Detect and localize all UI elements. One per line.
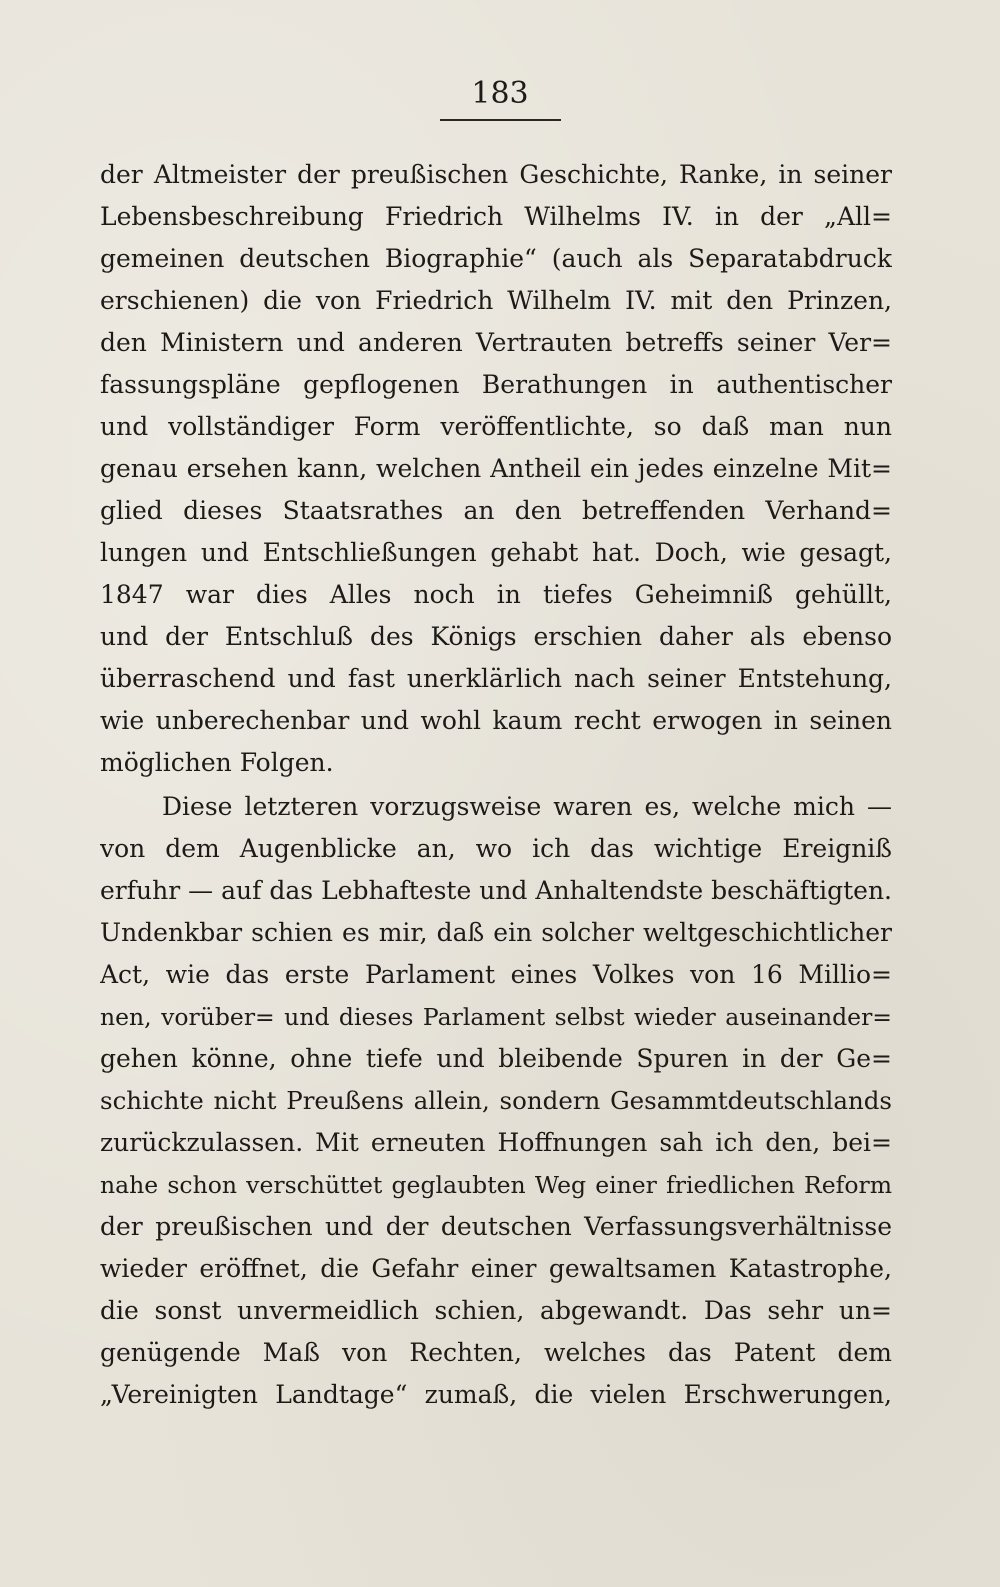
text-line: möglichen Folgen. [100,748,334,777]
text-line: Undenkbar schien es mir, daß ein solcher weltgeschichtlicher [100,918,892,947]
text-line: Act, wie das erste Parlament eines Volkes von 16 Millio= [100,960,892,989]
text-line: gehen könne, ohne tiefe und bleibende Spuren in der Ge= [100,1044,892,1073]
text-line: überraschend und fast unerklärlich nach seiner Entstehung, [100,664,892,693]
text-line: erschienen) die von Friedrich Wilhelm IV. mit den Prinzen, [100,286,892,315]
paragraph-1 [100,154,892,784]
text-line: gemeinen deutschen Biographie“ (auch als Separatabdruck [100,244,892,273]
text-line: der Altmeister der preußischen Geschichte, Ranke, in seiner [100,160,892,189]
text-line: erfuhr — auf das Lebhafteste und Anhaltendste beschäftigten. [100,876,892,905]
text-line: „Vereinigten Landtage“ zumaß, die vielen Erschwerungen, [100,1380,892,1409]
text-line: nahe schon verschüttet geglaubten Weg einer friedlichen Reform [100,1171,892,1199]
text-line: schichte nicht Preußens allein, sondern Gesammtdeutschlands [100,1086,892,1115]
text-line: wieder eröffnet, die Gefahr einer gewaltsamen Katastrophe, [100,1254,892,1283]
text-line: der preußischen und der deutschen Verfassungsverhältnisse [100,1212,892,1241]
header-rule [440,119,561,121]
paragraph-2 [100,786,892,1416]
text-line: den Ministern und anderen Vertrauten betreffs seiner Ver= [100,328,892,357]
text-line: genau ersehen kann, welchen Antheil ein jedes einzelne Mit= [100,454,892,483]
text-line: Lebensbeschreibung Friedrich Wilhelms IV. in der „All= [100,202,892,231]
text-line: nen, vorüber= und dieses Parlament selbst wieder auseinander= [100,1003,892,1031]
text-line: lungen und Entschließungen gehabt hat. Doch, wie gesagt, [100,538,892,567]
text-line: fassungspläne gepflogenen Berathungen in authentischer [100,370,892,399]
text-line: genügende Maß von Rechten, welches das Patent dem [100,1338,892,1367]
page-number: 183 [471,76,529,111]
text-line: zurückzulassen. Mit erneuten Hoffnungen sah ich den, bei= [100,1128,892,1157]
text-line: glied dieses Staatsrathes an den betreffenden Verhand= [100,496,892,525]
text-line: Diese letzteren vorzugsweise waren es, welche mich — [162,792,892,821]
body-text [100,154,892,1416]
text-line: 1847 war dies Alles noch in tiefes Geheimniß gehüllt, [100,580,892,609]
text-line: und der Entschluß des Königs erschien daher als ebenso [100,622,892,651]
text-line: und vollständiger Form veröffentlichte, so daß man nun [100,412,892,441]
text-line: die sonst unvermeidlich schien, abgewandt. Das sehr un= [100,1296,892,1325]
text-line: von dem Augenblicke an, wo ich das wichtige Ereigniß [100,834,892,863]
text-line: wie unberechenbar und wohl kaum recht erwogen in seinen [100,706,892,735]
